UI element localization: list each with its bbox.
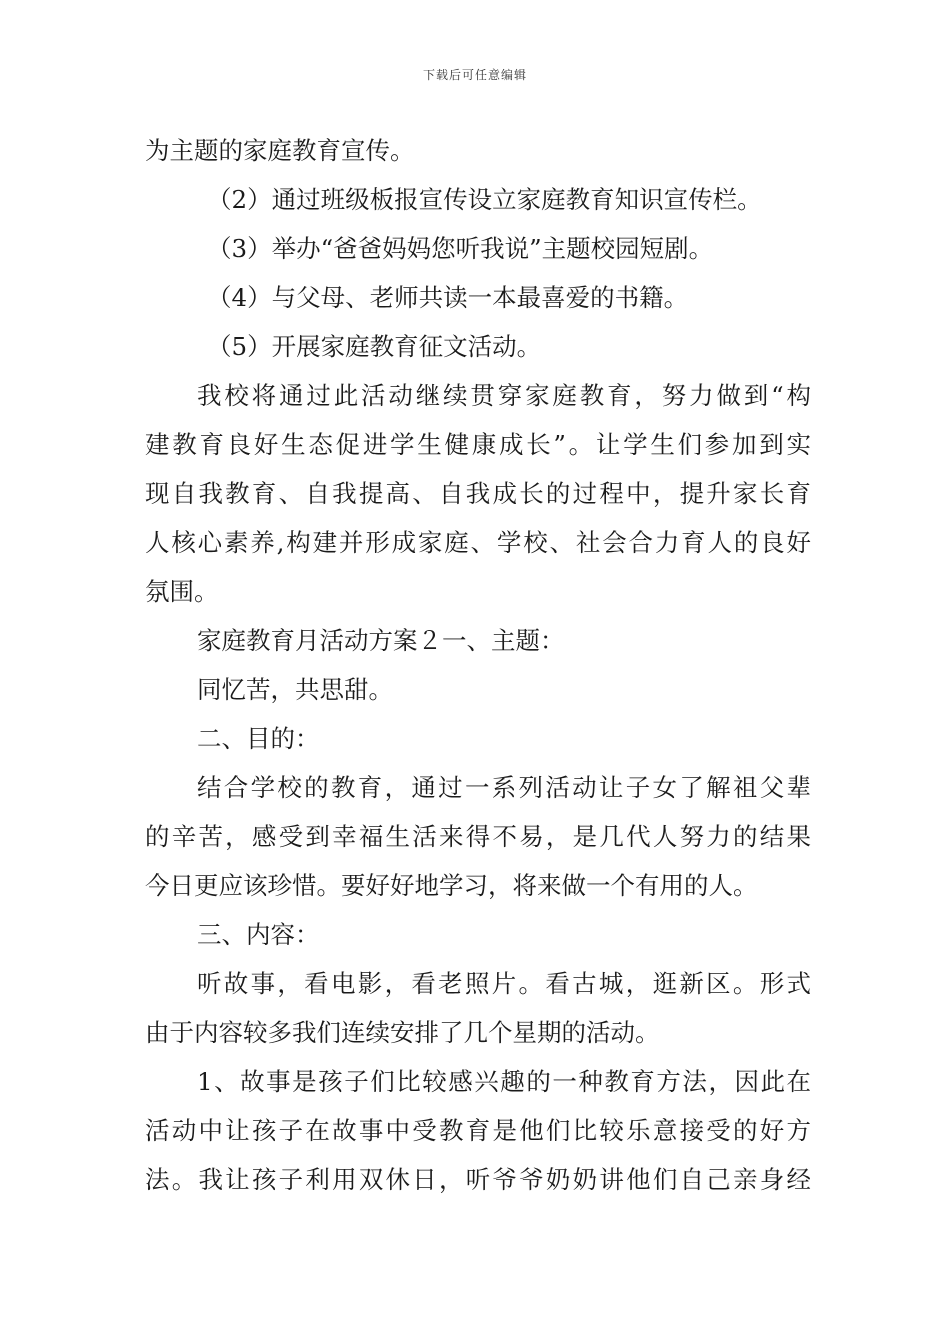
text-line: 听故事，看电影，看老照片。看古城，逛新区。形式 [197,969,811,998]
text-line: 1、故事是孩子们比较感兴趣的一种教育方法，因此在 [197,1067,811,1096]
section-heading: 二、目的： [197,724,320,753]
document-body [145,126,811,1204]
section-heading: 家庭教育月活动方案２一、主题： [197,626,565,655]
text-line: 的辛苦，感受到幸福生活来得不易，是几代人努力的结果 [145,822,811,851]
text-line: 法。我让孩子利用双休日，听爷爷奶奶讲他们自己亲身经 [145,1165,811,1194]
list-item: （5）开展家庭教育征文活动。 [207,332,542,361]
text-line: 氛围。 [145,577,219,606]
text-line: 建教育良好生态促进学生健康成长”。让学生们参加到实 [145,430,811,459]
text-line: 由于内容较多我们连续安排了几个星期的活动。 [145,1018,660,1047]
list-item: （4）与父母、老师共读一本最喜爱的书籍。 [207,283,689,312]
list-item: （2）通过班级板报宣传设立家庭教育知识宣传栏。 [207,185,762,214]
list-item: （3）举办“爸爸妈妈您听我说”主题校园短剧。 [207,234,714,263]
text-line: 活动中让孩子在故事中受教育是他们比较乐意接受的好方 [145,1116,811,1145]
section-heading: 三、内容： [197,920,320,949]
text-line: 今日更应该珍惜。要好好地学习，将来做一个有用的人。 [145,871,758,900]
text-line: 我校将通过此活动继续贯穿家庭教育，努力做到“构 [197,381,811,410]
text-line: 为主题的家庭教育宣传。 [145,136,415,165]
page-header: 下载后可任意编辑 [422,68,527,82]
text-line: 同忆苦，共思甜。 [197,675,393,704]
text-line: 人核心素养,构建并形成家庭、学校、社会合力育人的良好 [145,528,811,557]
text-line: 现自我教育、自我提高、自我成长的过程中，提升家长育 [145,479,811,508]
text-line: 结合学校的教育，通过一系列活动让子女了解祖父辈 [197,773,811,802]
